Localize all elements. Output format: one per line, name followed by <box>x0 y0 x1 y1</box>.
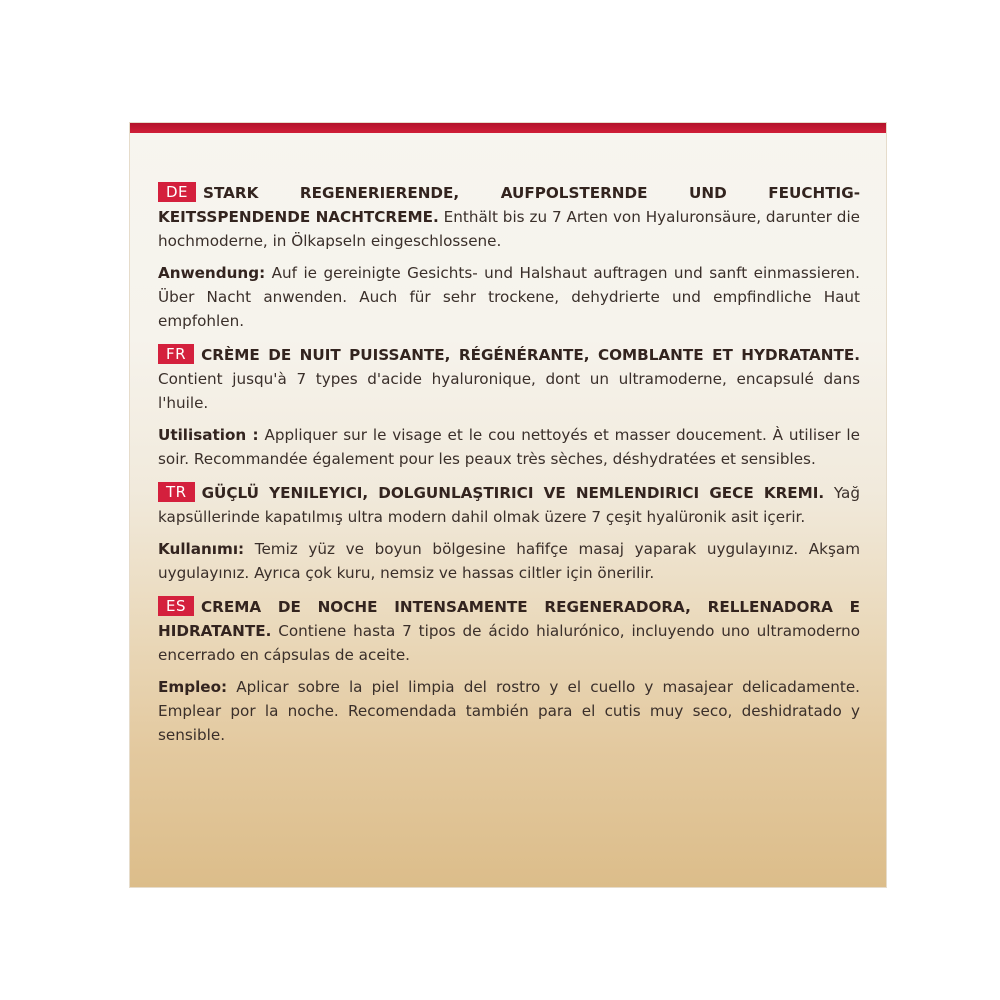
usage-label: Empleo: <box>158 678 228 696</box>
product-body: Contient jusqu'à 7 types d'acide hyaluronique, dont un ultramoderne, encapsulé dans l'huile. <box>158 370 860 412</box>
description-paragraph <box>158 481 860 529</box>
product-box-panel <box>130 123 886 887</box>
product-headline: GÜÇLÜ YENILEYICI, DOLGUNLAŞTIRICI VE NEMLENDIRICI GECE KREMI. <box>201 484 825 502</box>
usage-paragraph <box>158 675 860 747</box>
language-badge-fr: FR <box>158 344 194 364</box>
product-headline: STARK REGENERIERENDE, AUFPOLSTERNDE UND FEUCHTIGKEITSSPENDENDE NACHTCREME. <box>158 184 860 226</box>
language-badge-de: DE <box>158 182 196 202</box>
language-badge-es: ES <box>158 596 194 616</box>
description-paragraph <box>158 595 860 667</box>
product-headline: CRÈME DE NUIT PUISSANTE, RÉGÉNÉRANTE, COMBLANTE ET HYDRATANTE. <box>201 346 860 364</box>
usage-label: Kullanımı: <box>158 540 245 558</box>
usage-text: Temiz yüz ve boyun bölgesine hafifçe masaj yaparak uygulayınız. Akşam uygulayınız. Ayrıca çok kuru, nemsiz ve hassas ciltler için önerilir. <box>158 540 860 582</box>
product-body: Contiene hasta 7 tipos de ácido hialurónico, incluyendo uno ultramoderno encerrado en cápsulas de aceite. <box>158 622 860 664</box>
usage-paragraph <box>158 537 860 585</box>
description-paragraph <box>158 343 860 415</box>
red-top-strip <box>130 123 886 133</box>
usage-paragraph <box>158 423 860 471</box>
usage-text: Aplicar sobre la piel limpia del rostro y el cuello y masajear delicadamente. Emplear por la noche. Recomendada también para el cutis muy seco, deshidratado y sensible. <box>158 678 861 744</box>
usage-label: Anwendung: <box>158 264 266 282</box>
section-es <box>158 595 860 747</box>
usage-text: Appliquer sur le visage et le cou nettoyés et masser doucement. À utiliser le soir. Recommandée également pour les peaux très sèches, déshydratées et sensibles. <box>158 426 861 468</box>
usage-label: Utilisation : <box>158 426 259 444</box>
product-body: Enthält bis zu 7 Arten von Hyaluronsäure, darunter die hochmoderne, in Ölkapseln eingeschlossene. <box>158 208 861 250</box>
product-headline: CREMA DE NOCHE INTENSAMENTE REGENERADORA, RELLENADORA E HIDRATANTE. <box>158 598 860 640</box>
section-de <box>158 181 860 333</box>
section-tr <box>158 481 860 585</box>
product-body: Yağ kapsüllerinde kapatılmış ultra modern dahil olmak üzere 7 çeşit hyalüronik asit içerir. <box>158 484 861 526</box>
description-paragraph <box>158 181 860 253</box>
section-fr <box>158 343 860 471</box>
usage-paragraph <box>158 261 860 333</box>
language-badge-tr: TR <box>158 482 195 502</box>
usage-text: Auf ie gereinigte Gesichts- und Halshaut auftragen und sanft einmassieren. Über Nacht anwenden. Auch für sehr trockene, dehydrierte und empfindliche Haut empfohlen. <box>158 264 860 330</box>
product-description <box>158 181 860 747</box>
